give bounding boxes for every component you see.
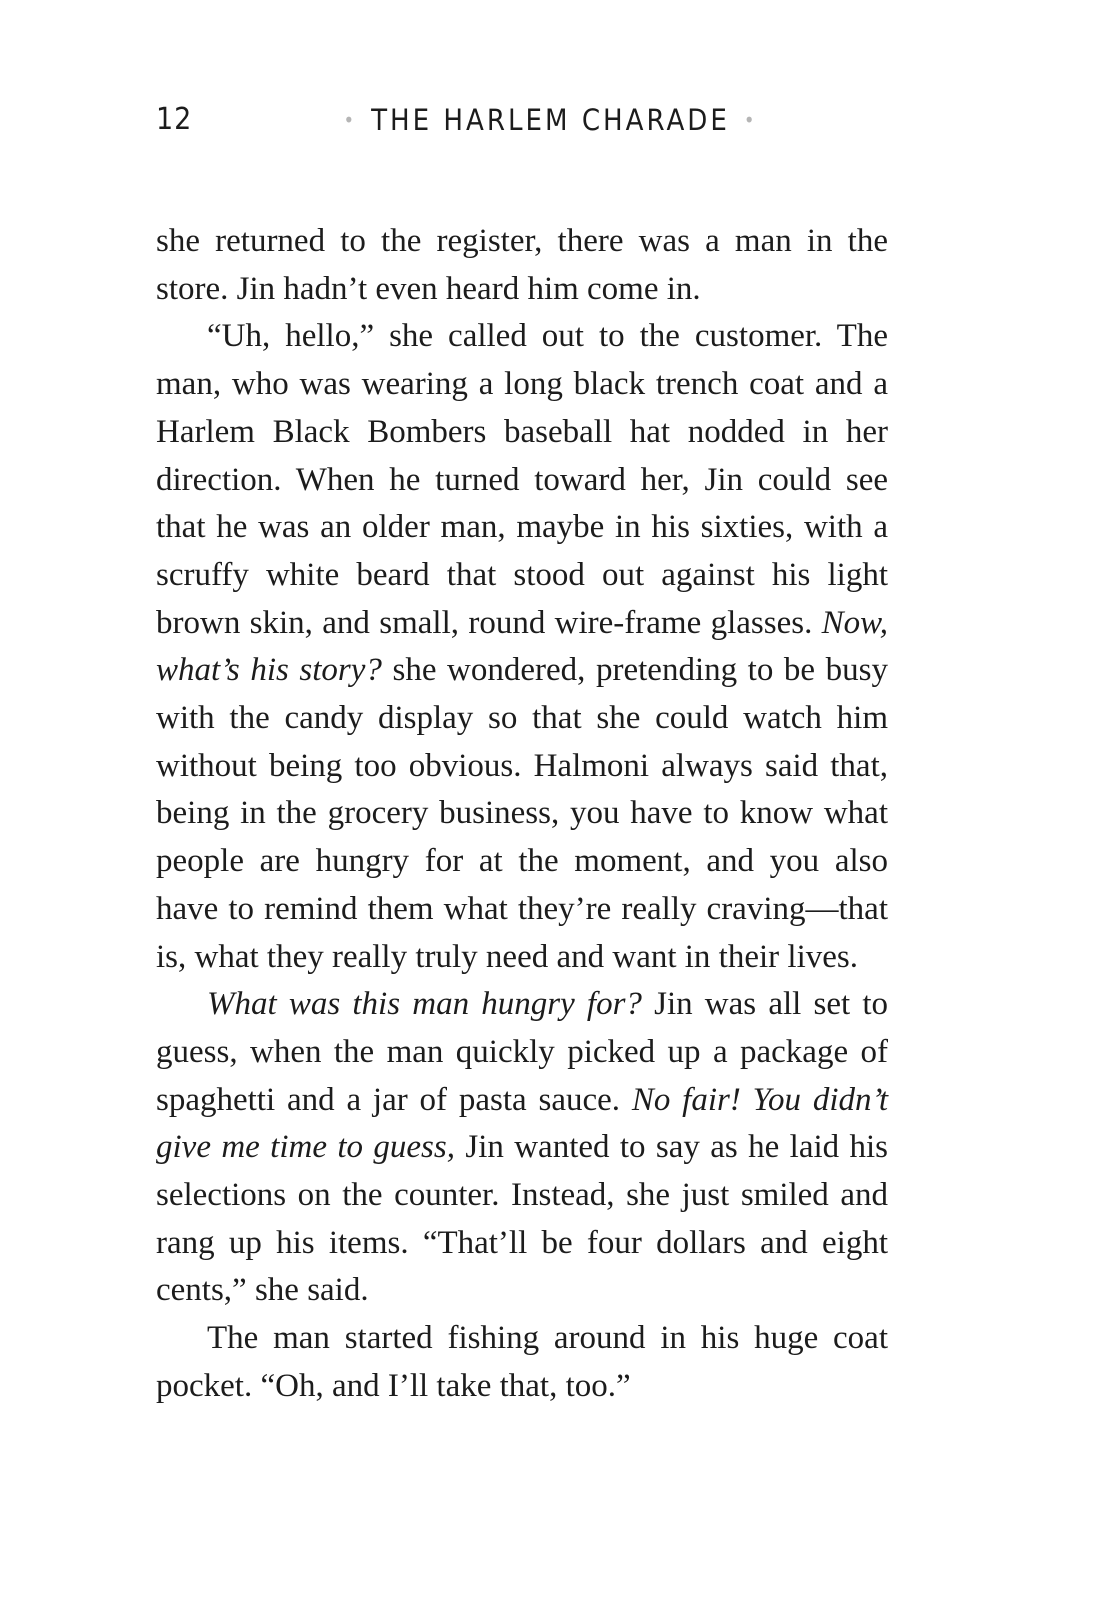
text-run: Jin wanted to say as he laid his selections on the counter. Instead, she just smiled and rang up his items. “That’ll be four dollars and eight cents,” she said. [156, 1129, 889, 1309]
running-title [0, 98, 1101, 142]
italic-thought: Now, what’s his story? [156, 604, 888, 689]
text-run: Jin was all set to guess, when the man quickly picked up a package of spaghetti and a jar of pasta sauce. [156, 986, 888, 1118]
body-text [156, 218, 888, 1411]
paragraph [156, 981, 888, 1315]
text-run: she wondered, pretending to be busy with the candy display so that she could watch him without being too obvious. Halmoni always said that, being in the grocery business, you have to know what people are hungry for at the moment, and you also have to remind them what they’re really craving—that is, what they really truly need and want in their lives. [156, 652, 888, 975]
header-separator-right: • [743, 108, 758, 132]
paragraph-continued [156, 218, 888, 313]
text-run: she returned to the register, there was a man in the store. Jin hadn’t even heard him come in. [156, 223, 888, 307]
text-run: The man started fishing around in his huge coat pocket. “Oh, and I’ll take that, too.” [156, 1320, 888, 1404]
running-header [0, 98, 1101, 142]
text-run: “Uh, hello,” she called out to the customer. The man, who was wearing a long black trench coat and a Harlem Black Bombers baseball hat nodded in her direction. When he turned toward her, Jin could see that he was an older man, maybe in his sixties, with a scruffy white beard that stood out against his light brown skin, and small, round wire-frame glasses. [156, 318, 888, 641]
paragraph [156, 1315, 888, 1410]
book-title: THE HARLEM CHARADE [371, 103, 730, 137]
page-number: 12 [156, 102, 193, 137]
italic-thought: What was this man hungry for? [207, 986, 642, 1023]
header-separator-left: • [343, 108, 358, 132]
italic-thought: No fair! You didn’t give me time to guess, [156, 1081, 888, 1166]
paragraph [156, 313, 888, 981]
